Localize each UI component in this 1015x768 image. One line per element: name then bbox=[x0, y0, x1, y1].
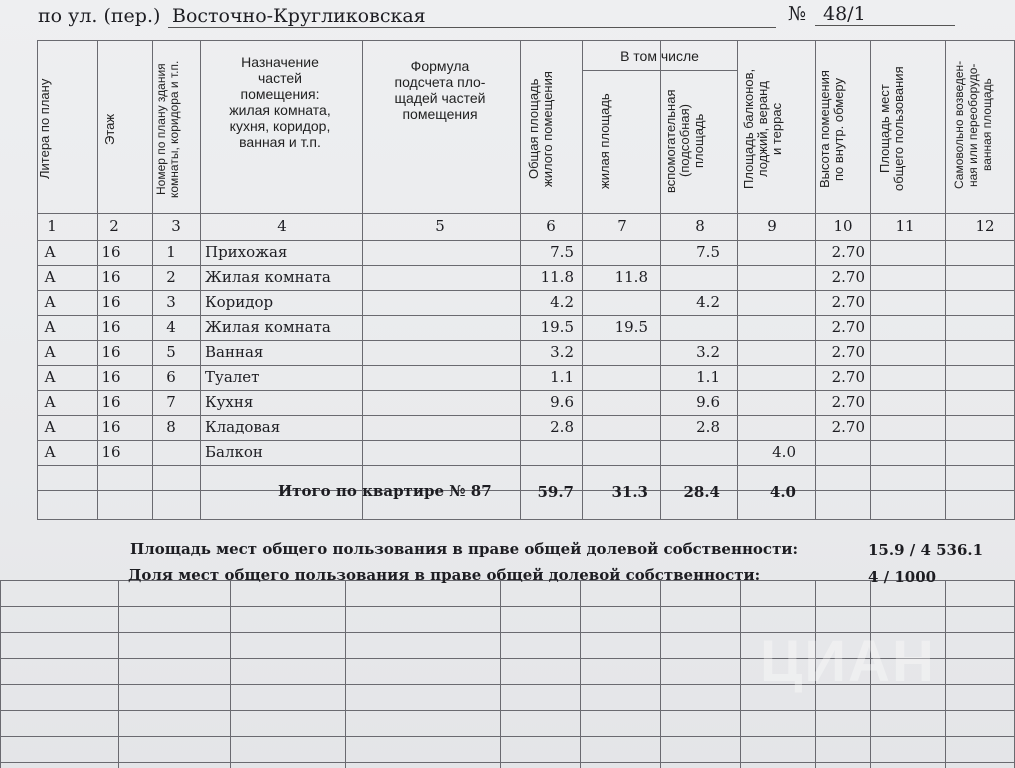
cell-room-number: 6 bbox=[166, 368, 176, 386]
col-header-litera: Литера по плану bbox=[37, 78, 52, 180]
grid-horizontal-line bbox=[37, 40, 1014, 41]
cell-living-area: 11.8 bbox=[614, 268, 648, 286]
cell-floor: 16 bbox=[101, 443, 121, 461]
grid-horizontal-line bbox=[37, 390, 1014, 391]
grid-vertical-line bbox=[945, 40, 946, 520]
cell-litera: А bbox=[44, 268, 56, 286]
grid-horizontal-line bbox=[37, 290, 1014, 291]
cell-litera: А bbox=[44, 318, 56, 336]
grid-horizontal-line bbox=[37, 265, 1014, 266]
col-header-height: Высота помещения по внутр. обмеру bbox=[817, 70, 846, 188]
grid-horizontal-line bbox=[0, 606, 1014, 607]
cell-aux-area: 4.2 bbox=[696, 293, 720, 311]
column-number: 4 bbox=[277, 217, 287, 235]
cell-room-number: 7 bbox=[166, 393, 176, 411]
grid-horizontal-line bbox=[37, 340, 1014, 341]
cell-room-name: Жилая комната bbox=[205, 318, 331, 336]
common-area-value: 15.9 / 4 536.1 bbox=[868, 541, 984, 559]
house-number-label: № bbox=[788, 3, 806, 25]
cell-floor: 16 bbox=[101, 293, 121, 311]
col-header-formula: Формула подсчета пло- щадей частей помещения bbox=[394, 58, 486, 122]
grid-vertical-line bbox=[580, 580, 581, 768]
cell-litera: А bbox=[44, 243, 56, 261]
cell-floor: 16 bbox=[101, 268, 121, 286]
grid-vertical-line bbox=[118, 580, 119, 768]
cell-aux-area: 1.1 bbox=[696, 368, 720, 386]
grid-vertical-line bbox=[945, 580, 946, 768]
cell-room-name: Кухня bbox=[205, 393, 254, 411]
cell-floor: 16 bbox=[101, 343, 121, 361]
grid-vertical-line bbox=[740, 580, 741, 768]
grid-horizontal-line bbox=[37, 415, 1014, 416]
cell-height: 2.70 bbox=[831, 418, 865, 436]
col-header-floor: Этаж bbox=[102, 113, 117, 145]
cell-room-name: Балкон bbox=[205, 443, 263, 461]
cell-room-name: Ванная bbox=[205, 343, 264, 361]
cell-room-name: Кладовая bbox=[205, 418, 281, 436]
grid-horizontal-line bbox=[37, 519, 1014, 520]
cell-litera: А bbox=[44, 293, 56, 311]
col-header-balcony-area: Площадь балконов, лоджий, веранд и террас bbox=[741, 68, 784, 190]
column-number: 11 bbox=[895, 217, 915, 235]
cell-litera: А bbox=[44, 368, 56, 386]
common-share-value: 4 / 1000 bbox=[868, 568, 937, 586]
grid-vertical-line bbox=[345, 580, 346, 768]
cell-litera: А bbox=[44, 343, 56, 361]
cell-height: 2.70 bbox=[831, 393, 865, 411]
house-number-underline bbox=[815, 25, 955, 26]
grid-vertical-line bbox=[230, 580, 231, 768]
cell-balcony-area: 4.0 bbox=[772, 443, 796, 461]
grid-vertical-line bbox=[737, 40, 738, 520]
cell-aux-area: 7.5 bbox=[696, 243, 720, 261]
grid-vertical-line bbox=[870, 40, 871, 520]
col-header-common-area: Площадь мест общего пользования bbox=[877, 66, 906, 192]
cell-total-area: 1.1 bbox=[550, 368, 574, 386]
cell-floor: 16 bbox=[101, 393, 121, 411]
col-header-unauthorized-area: Самовольно возведен- ная или переоборудо- ванная площадь bbox=[952, 60, 994, 190]
grid-vertical-line bbox=[152, 40, 153, 520]
cell-floor: 16 bbox=[101, 318, 121, 336]
column-number: 12 bbox=[975, 217, 995, 235]
grid-horizontal-line bbox=[0, 736, 1014, 737]
cell-floor: 16 bbox=[101, 243, 121, 261]
totals-living-area: 31.3 bbox=[611, 483, 648, 501]
cell-total-area: 3.2 bbox=[550, 343, 574, 361]
cell-height: 2.70 bbox=[831, 318, 865, 336]
grid-horizontal-line bbox=[0, 710, 1014, 711]
street-value: Восточно-Кругликовская bbox=[172, 5, 426, 27]
grid-horizontal-line bbox=[37, 240, 1014, 241]
grid-vertical-line bbox=[660, 580, 661, 768]
cell-room-number: 8 bbox=[166, 418, 176, 436]
grid-horizontal-line bbox=[37, 465, 1014, 466]
totals-balcony-area: 4.0 bbox=[769, 483, 796, 501]
common-share-label: Доля мест общего пользования в праве общей долевой собственности: bbox=[128, 566, 761, 584]
grid-horizontal-line bbox=[582, 70, 737, 71]
cell-room-name: Туалет bbox=[205, 368, 260, 386]
cell-room-number: 4 bbox=[166, 318, 176, 336]
grid-horizontal-line bbox=[0, 762, 1014, 763]
grid-horizontal-line bbox=[37, 440, 1014, 441]
col-header-total-area: Общая площадь жилого помещения bbox=[526, 71, 555, 187]
cell-litera: А bbox=[44, 418, 56, 436]
cell-room-name: Жилая комната bbox=[205, 268, 331, 286]
column-number: 10 bbox=[833, 217, 853, 235]
house-number-value: 48/1 bbox=[823, 3, 866, 25]
col-header-group-including: В том числе bbox=[620, 48, 699, 64]
column-number: 8 bbox=[695, 217, 705, 235]
grid-vertical-line bbox=[0, 580, 1, 768]
totals-aux-area: 28.4 bbox=[683, 483, 720, 501]
column-number: 5 bbox=[435, 217, 445, 235]
grid-vertical-line bbox=[500, 580, 501, 768]
street-label: по ул. (пер.) bbox=[38, 5, 161, 27]
cell-room-number: 2 bbox=[166, 268, 176, 286]
cell-room-name: Коридор bbox=[205, 293, 274, 311]
watermark-logo: ЦИАН bbox=[760, 629, 936, 694]
cell-room-name: Прихожая bbox=[205, 243, 288, 261]
grid-vertical-line bbox=[582, 40, 583, 520]
cell-total-area: 2.8 bbox=[550, 418, 574, 436]
column-number: 6 bbox=[546, 217, 556, 235]
grid-horizontal-line bbox=[37, 213, 1014, 214]
totals-total-area: 59.7 bbox=[537, 483, 574, 501]
cell-room-number: 1 bbox=[166, 243, 176, 261]
cell-litera: А bbox=[44, 393, 56, 411]
cell-height: 2.70 bbox=[831, 243, 865, 261]
cell-living-area: 19.5 bbox=[614, 318, 648, 336]
column-number: 7 bbox=[617, 217, 627, 235]
cell-room-number: 5 bbox=[166, 343, 176, 361]
cell-total-area: 19.5 bbox=[540, 318, 574, 336]
column-number: 9 bbox=[767, 217, 777, 235]
grid-vertical-line bbox=[660, 40, 661, 520]
grid-horizontal-line bbox=[37, 315, 1014, 316]
cell-total-area: 11.8 bbox=[540, 268, 574, 286]
cell-height: 2.70 bbox=[831, 268, 865, 286]
col-header-aux-area: вспомогательная (подсобная) площадь bbox=[663, 89, 706, 193]
cell-height: 2.70 bbox=[831, 368, 865, 386]
cell-litera: А bbox=[44, 443, 56, 461]
grid-horizontal-line bbox=[37, 365, 1014, 366]
cell-aux-area: 3.2 bbox=[696, 343, 720, 361]
totals-label: Итого по квартире № 87 bbox=[278, 482, 492, 500]
cell-height: 2.70 bbox=[831, 293, 865, 311]
col-header-purpose: Назначение частей помещения: жилая комната, кухня, коридор, ванная и т.п. bbox=[229, 54, 331, 150]
cell-total-area: 9.6 bbox=[550, 393, 574, 411]
cell-total-area: 4.2 bbox=[550, 293, 574, 311]
cell-aux-area: 2.8 bbox=[696, 418, 720, 436]
grid-vertical-line bbox=[200, 40, 201, 520]
column-number: 3 bbox=[171, 217, 181, 235]
cell-aux-area: 9.6 bbox=[696, 393, 720, 411]
column-number: 2 bbox=[109, 217, 119, 235]
grid-vertical-line bbox=[362, 40, 363, 520]
cell-height: 2.70 bbox=[831, 343, 865, 361]
cell-total-area: 7.5 bbox=[550, 243, 574, 261]
col-header-living-area: жилая площадь bbox=[597, 93, 612, 189]
street-underline bbox=[168, 27, 776, 28]
cell-room-number: 3 bbox=[166, 293, 176, 311]
column-number: 1 bbox=[47, 217, 57, 235]
cell-floor: 16 bbox=[101, 368, 121, 386]
cell-floor: 16 bbox=[101, 418, 121, 436]
common-area-label: Площадь мест общего пользования в праве общей долевой собственности: bbox=[130, 540, 799, 558]
col-header-room-number: Номер по плану здания комнаты, коридора и т.п. bbox=[154, 60, 181, 198]
